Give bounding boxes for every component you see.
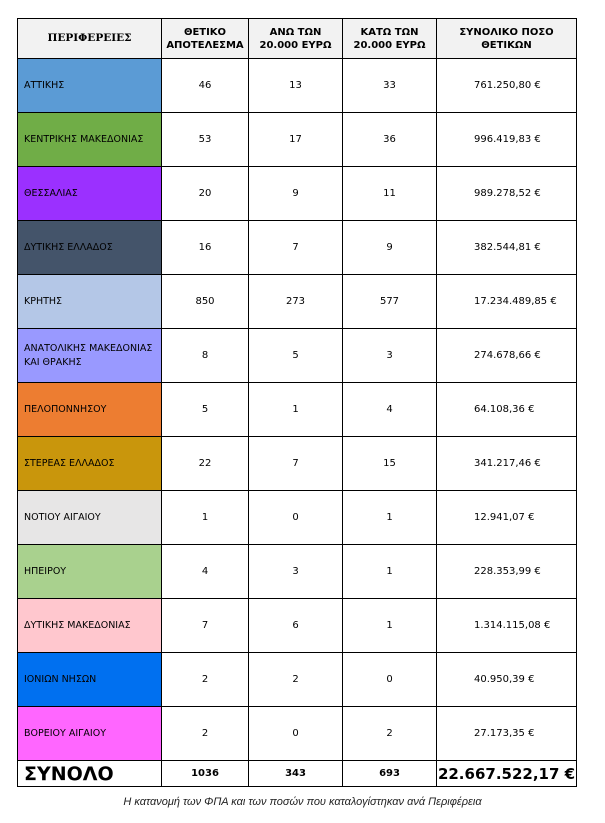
positive-count-cell: 16 <box>162 221 249 275</box>
amount-cell: 17.234.489,85 € <box>437 275 577 329</box>
below-20000-cell: 0 <box>343 653 437 707</box>
total-above: 343 <box>249 761 343 787</box>
positive-count-cell: 1 <box>162 491 249 545</box>
header-row <box>18 19 577 59</box>
amount-cell: 228.353,99 € <box>437 545 577 599</box>
table-row <box>18 275 577 329</box>
region-cell: ΔΥΤΙΚΗΣ ΜΑΚΕΔΟΝΙΑΣ <box>18 599 162 653</box>
below-20000-cell: 33 <box>343 59 437 113</box>
above-20000-cell: 0 <box>249 491 343 545</box>
positive-count-cell: 46 <box>162 59 249 113</box>
region-cell: ΣΤΕΡΕΑΣ ΕΛΛΑΔΟΣ <box>18 437 162 491</box>
total-row <box>18 761 577 787</box>
positive-count-cell: 2 <box>162 653 249 707</box>
below-20000-cell: 36 <box>343 113 437 167</box>
above-20000-cell: 1 <box>249 383 343 437</box>
table-row <box>18 383 577 437</box>
region-cell: ΚΕΝΤΡΙΚΗΣ ΜΑΚΕΔΟΝΙΑΣ <box>18 113 162 167</box>
header-regions: ΠΕΡΙΦΕΡΕΙΕΣ <box>18 19 162 59</box>
table-row <box>18 113 577 167</box>
region-cell: ΘΕΣΣΑΛΙΑΣ <box>18 167 162 221</box>
total-amount: 22.667.522,17 € <box>437 761 577 787</box>
amount-cell: 1.314.115,08 € <box>437 599 577 653</box>
above-20000-cell: 2 <box>249 653 343 707</box>
region-cell: ΑΤΤΙΚΗΣ <box>18 59 162 113</box>
amount-cell: 274.678,66 € <box>437 329 577 383</box>
above-20000-cell: 0 <box>249 707 343 761</box>
above-20000-cell: 7 <box>249 437 343 491</box>
above-20000-cell: 3 <box>249 545 343 599</box>
positive-count-cell: 850 <box>162 275 249 329</box>
region-cell: ΒΟΡΕΙΟΥ ΑΙΓΑΙΟΥ <box>18 707 162 761</box>
region-cell: ΙΟΝΙΩΝ ΝΗΣΩΝ <box>18 653 162 707</box>
header-total-amount: ΣΥΝΟΛΙΚΟ ΠΟΣΟ ΘΕΤΙΚΩΝ <box>437 19 577 59</box>
positive-count-cell: 22 <box>162 437 249 491</box>
table-caption: Η κατανομή των ΦΠΑ και των ποσών που καταλογίστηκαν ανά Περιφέρεια <box>123 796 482 808</box>
table-row <box>18 707 577 761</box>
total-below: 693 <box>343 761 437 787</box>
regions-table <box>17 18 577 787</box>
below-20000-cell: 11 <box>343 167 437 221</box>
amount-cell: 996.419,83 € <box>437 113 577 167</box>
region-cell: ΔΥΤΙΚΗΣ ΕΛΛΑΔΟΣ <box>18 221 162 275</box>
region-cell: ΝΟΤΙΟΥ ΑΙΓΑΙΟΥ <box>18 491 162 545</box>
table-row <box>18 491 577 545</box>
positive-count-cell: 8 <box>162 329 249 383</box>
positive-count-cell: 53 <box>162 113 249 167</box>
below-20000-cell: 4 <box>343 383 437 437</box>
amount-cell: 341.217,46 € <box>437 437 577 491</box>
total-positive: 1036 <box>162 761 249 787</box>
region-cell: ΠΕΛΟΠΟΝΝΗΣΟΥ <box>18 383 162 437</box>
positive-count-cell: 4 <box>162 545 249 599</box>
total-label: ΣΥΝΟΛΟ <box>18 761 162 787</box>
above-20000-cell: 273 <box>249 275 343 329</box>
table-row <box>18 545 577 599</box>
below-20000-cell: 1 <box>343 599 437 653</box>
below-20000-cell: 3 <box>343 329 437 383</box>
positive-count-cell: 20 <box>162 167 249 221</box>
amount-cell: 382.544,81 € <box>437 221 577 275</box>
header-below-20000: ΚΑΤΩ ΤΩΝ 20.000 ΕΥΡΩ <box>343 19 437 59</box>
header-above-20000: ΑΝΩ ΤΩΝ 20.000 ΕΥΡΩ <box>249 19 343 59</box>
amount-cell: 64.108,36 € <box>437 383 577 437</box>
below-20000-cell: 15 <box>343 437 437 491</box>
above-20000-cell: 17 <box>249 113 343 167</box>
table-row <box>18 329 577 383</box>
above-20000-cell: 7 <box>249 221 343 275</box>
below-20000-cell: 2 <box>343 707 437 761</box>
amount-cell: 989.278,52 € <box>437 167 577 221</box>
positive-count-cell: 2 <box>162 707 249 761</box>
amount-cell: 12.941,07 € <box>437 491 577 545</box>
region-cell: ΗΠΕΙΡΟΥ <box>18 545 162 599</box>
header-positive: ΘΕΤΙΚΟ ΑΠΟΤΕΛΕΣΜΑ <box>162 19 249 59</box>
positive-count-cell: 5 <box>162 383 249 437</box>
below-20000-cell: 577 <box>343 275 437 329</box>
table-row <box>18 221 577 275</box>
table-body <box>18 59 577 761</box>
below-20000-cell: 1 <box>343 491 437 545</box>
above-20000-cell: 6 <box>249 599 343 653</box>
amount-cell: 761.250,80 € <box>437 59 577 113</box>
below-20000-cell: 9 <box>343 221 437 275</box>
table-row <box>18 59 577 113</box>
region-cell: ΑΝΑΤΟΛΙΚΗΣ ΜΑΚΕΔΟΝΙΑΣ ΚΑΙ ΘΡΑΚΗΣ <box>18 329 162 383</box>
region-cell: ΚΡΗΤΗΣ <box>18 275 162 329</box>
table-row <box>18 167 577 221</box>
above-20000-cell: 5 <box>249 329 343 383</box>
above-20000-cell: 13 <box>249 59 343 113</box>
table-row <box>18 653 577 707</box>
below-20000-cell: 1 <box>343 545 437 599</box>
table-row <box>18 599 577 653</box>
above-20000-cell: 9 <box>249 167 343 221</box>
positive-count-cell: 7 <box>162 599 249 653</box>
amount-cell: 27.173,35 € <box>437 707 577 761</box>
table-row <box>18 437 577 491</box>
amount-cell: 40.950,39 € <box>437 653 577 707</box>
